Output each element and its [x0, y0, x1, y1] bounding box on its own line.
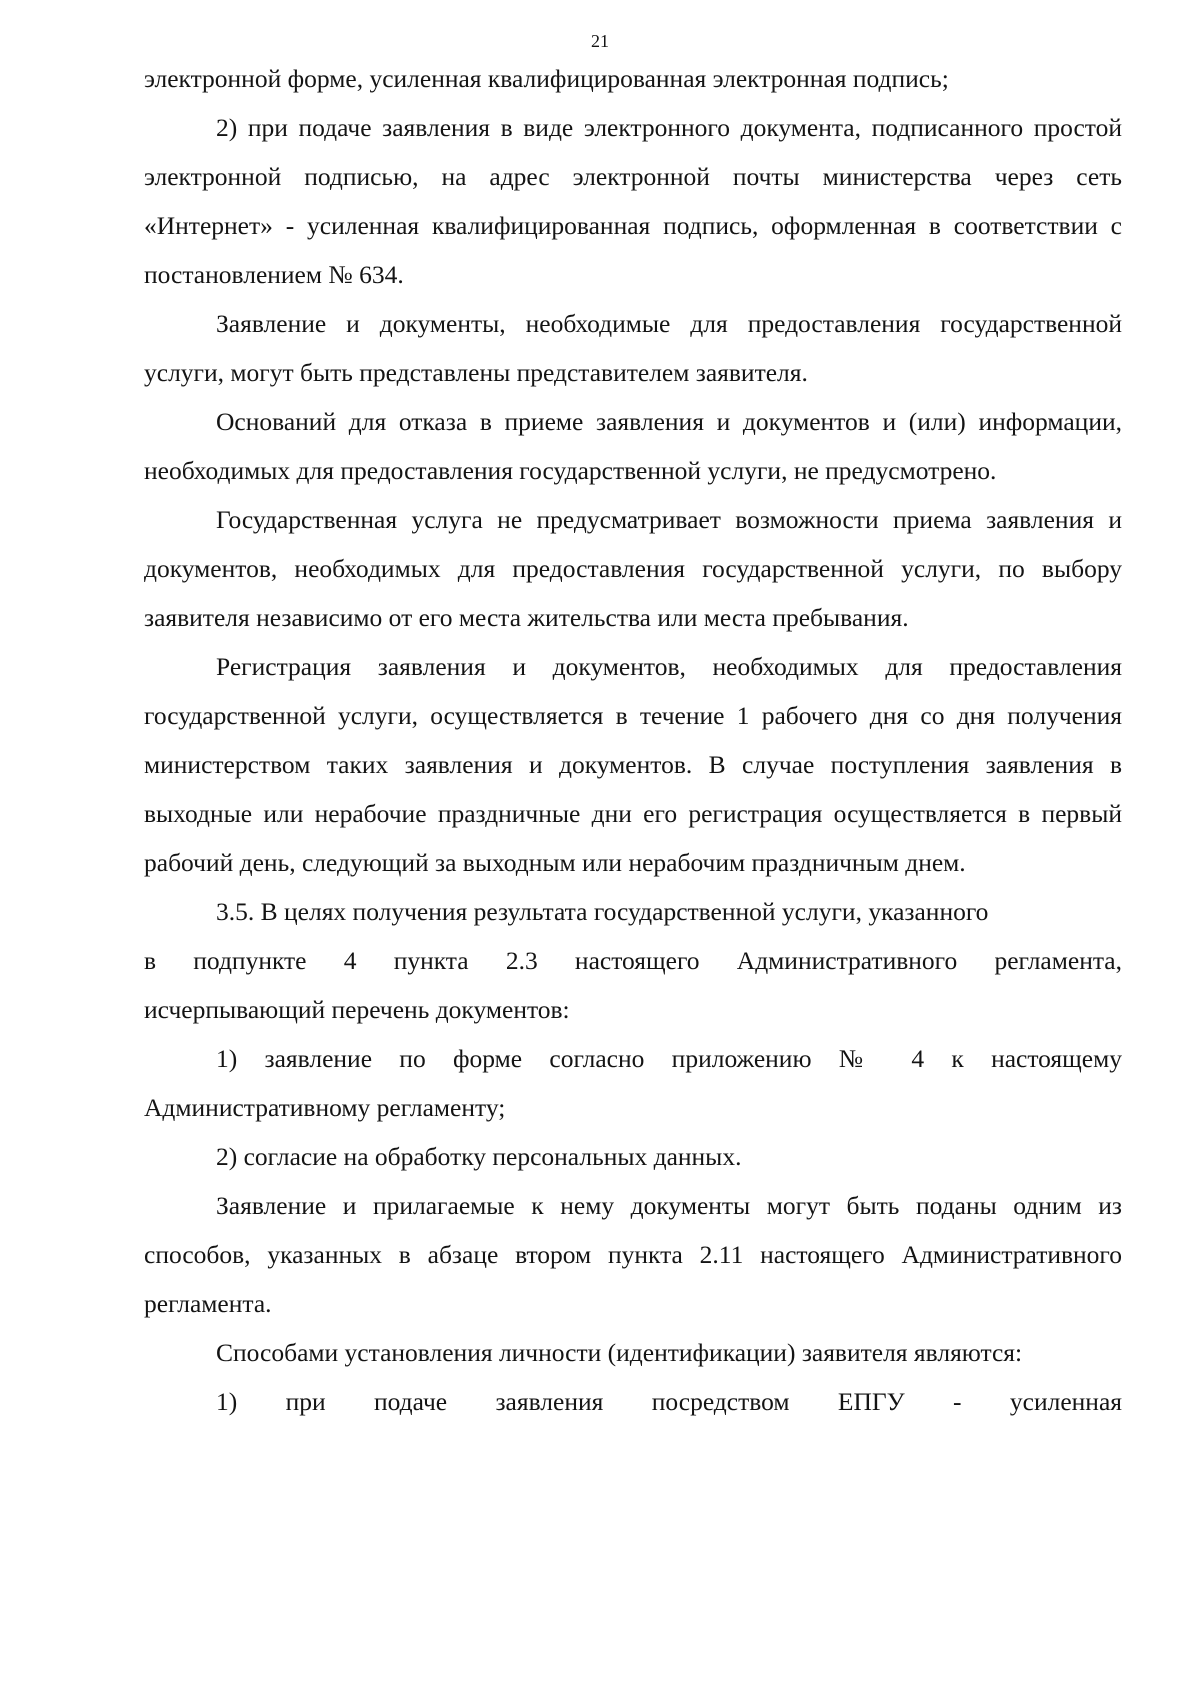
- paragraph-identification-methods: Способами установления личности (идентификации) заявителя являются:: [216, 1338, 1023, 1367]
- paragraph-item-1-epgu: [144, 1377, 1122, 1426]
- section-3-5-line-3: исчерпывающий перечень документов:: [144, 995, 570, 1024]
- page-number: 21: [591, 31, 609, 51]
- paragraph-item-2-consent: 2) согласие на обработку персональных данных.: [216, 1142, 742, 1171]
- paragraph-item-1-application-form: 1) заявление по форме согласно приложению № 4 к настоящему Административному регламенту;: [144, 1044, 1122, 1122]
- paragraph-item-2-simple-signature: 2) при подаче заявления в виде электронного документа, подписанного простой электронной подписью, на адрес электронной почты министерства через сеть «Интернет» - усиленная квалифицированная подпись, оформленная в соответствии с постановлением № 634.: [144, 113, 1122, 289]
- section-3-5-line-2: в подпункте 4 пункта 2.3 настоящего Административного регламента,: [144, 946, 1122, 975]
- paragraph-registration: Регистрация заявления и документов, необходимых для предоставления государственной услуги, осуществляется в течение 1 рабочего дня со дня получения министерством таких заявления и документов. В случае поступления заявления в выходные или нерабочие праздничные дни его регистрация осуществляется в первый рабочий день, следующий за выходным или нерабочим праздничным днем.: [144, 652, 1122, 877]
- item-1-epgu-line: 1) при подаче заявления посредством ЕПГУ - усиленная: [216, 1387, 1122, 1416]
- document-body: [144, 54, 1122, 1426]
- paragraph-section-3-5: [144, 887, 1122, 1034]
- paragraph-no-refusal-grounds: Оснований для отказа в приеме заявления и документов и (или) информации, необходимых для предоставления государственной услуги, не предусмотрено.: [144, 407, 1122, 485]
- paragraph-continuation: электронной форме, усиленная квалифицированная электронная подпись;: [144, 64, 949, 93]
- paragraph-representative: Заявление и документы, необходимые для предоставления государственной услуги, могут быть представлены представителем заявителя.: [144, 309, 1122, 387]
- paragraph-submission-methods: Заявление и прилагаемые к нему документы могут быть поданы одним из способов, указанных в абзаце втором пункта 2.11 настоящего Административного регламента.: [144, 1191, 1122, 1318]
- section-3-5-line-1: 3.5. В целях получения результата государственной услуги, указанного: [216, 897, 989, 926]
- paragraph-extraterritorial: Государственная услуга не предусматривает возможности приема заявления и документов, необходимых для предоставления государственной услуги, по выбору заявителя независимо от его места жительства или места пребывания.: [144, 505, 1122, 632]
